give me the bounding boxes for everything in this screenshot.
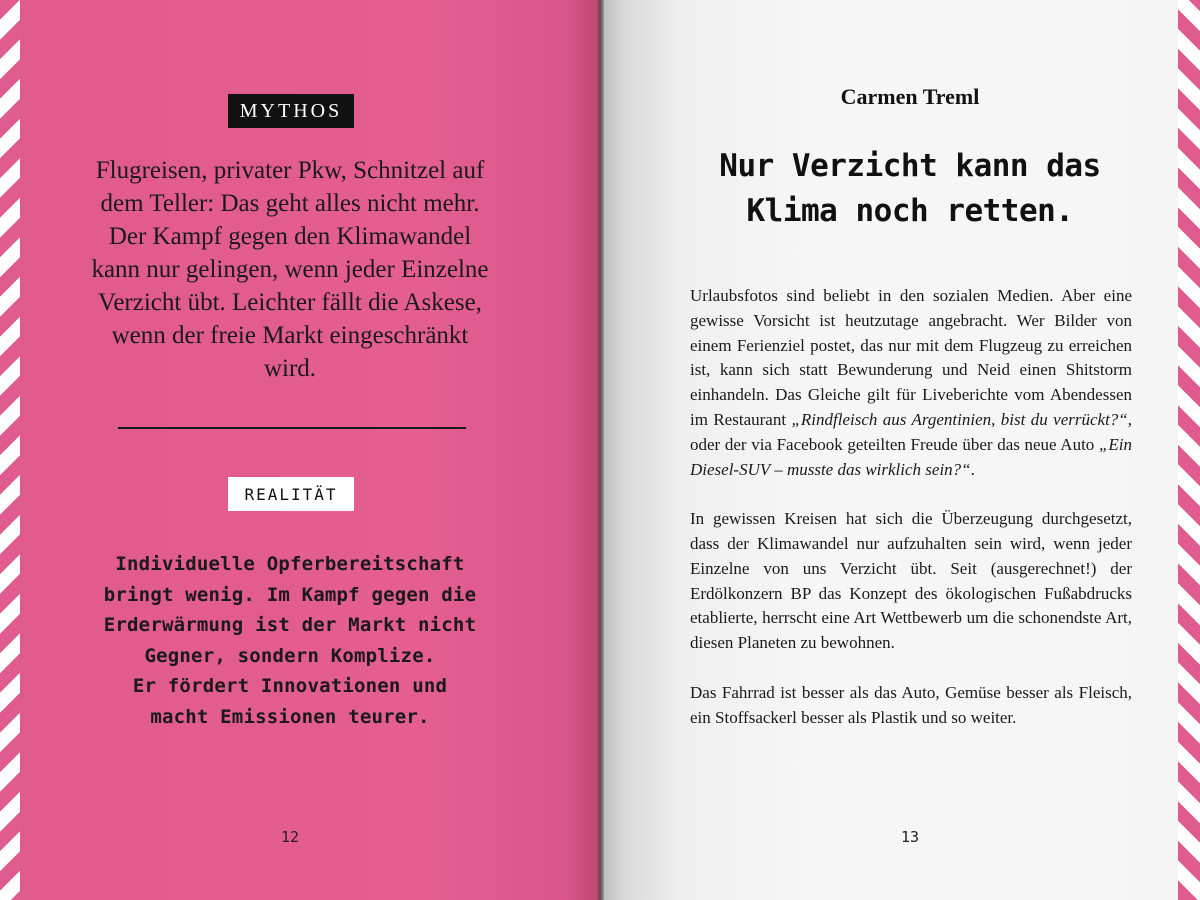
italic-quote: „Rindfleisch aus Argentinien, bist du verrückt?“ — [791, 409, 1128, 429]
myth-line: dem Teller: Das geht alles nicht mehr. — [100, 190, 480, 217]
author-name: Carmen Treml — [840, 84, 980, 109]
myth-text — [60, 154, 520, 385]
reality-text — [52, 549, 528, 732]
body-paragraph: Das Fahrrad ist besser als das Auto, Gemüse besser als Fleisch, ein Stoffsackerl besser als Plastik und so weiter. — [690, 682, 1132, 727]
reality-line: macht Emissionen teurer. — [150, 705, 430, 728]
reality-line: Erderwärmung ist der Markt nicht — [103, 614, 477, 636]
paragraph-text: . — [970, 459, 975, 479]
myth-line: wird. — [263, 355, 317, 382]
myth-line: kann nur gelingen, wenn jeder Einzelne — [91, 256, 489, 283]
reality-line: bringt wenig. Im Kampf gegen die — [103, 583, 477, 606]
body-paragraph — [690, 284, 1132, 482]
paragraph-text: Urlaubsfotos sind beliebt in den sozialen Medien. Aber eine gewisse Vorsicht ist heutzutage angebracht. Wer Bilder von einem Ferienziel postet, das nur mit dem Flugzeug zu erreichen ist, kann sich statt Bewunderung und Neid einen Shitstorm einhandeln. Das Gleiche gilt für Liveberichte vom Abendessen im Restaurant — [690, 286, 1132, 429]
section-divider — [118, 427, 466, 429]
reality-line: Individuelle Opferbereitschaft — [115, 553, 465, 575]
italic-quote: „Ein Diesel-SUV – musste das wirklich sein?“ — [690, 434, 1132, 479]
myth-label: MYTHOS — [228, 94, 354, 128]
headline-line: Nur Verzicht kann das — [719, 148, 1101, 184]
page-number-right: 13 — [900, 828, 920, 846]
reality-label: REALITÄT — [228, 477, 354, 511]
body-text — [690, 284, 1132, 755]
headline-line: Klima noch retten. — [746, 193, 1074, 229]
reality-line: Gegner, sondern Komplize. — [144, 644, 436, 667]
myth-line: wenn der freie Markt eingeschränkt — [111, 322, 469, 349]
book-gutter — [598, 0, 604, 900]
myth-line: Verzicht übt. Leichter fällt die Askese, — [98, 289, 482, 316]
right-edge-stripes — [1178, 0, 1200, 900]
reality-line: Er fördert Innovationen und — [132, 675, 448, 697]
page-number-left: 12 — [280, 828, 300, 846]
left-page — [20, 0, 602, 900]
body-paragraph: In gewissen Kreisen hat sich die Überzeugung durchgesetzt, dass der Klimawandel nur aufzuhalten sein wird, wenn jeder Einzelne von uns Verzicht übt. Seit (ausgerechnet!) der Erdölkonzern BP das Konzept des ökologischen Fußabdrucks etablierte, herrscht eine Art Wettbewerb um die schonendste Art, diesen Planeten zu bewohnen. — [690, 509, 1132, 653]
left-edge-stripes — [0, 0, 22, 900]
myth-line: Flugreisen, privater Pkw, Schnitzel auf — [95, 157, 485, 184]
myth-line: Der Kampf gegen den Klimawandel — [108, 223, 472, 250]
paragraph-text: , oder der via Facebook geteilten Freude über das neue Auto — [690, 409, 1132, 454]
chapter-headline — [660, 144, 1160, 234]
